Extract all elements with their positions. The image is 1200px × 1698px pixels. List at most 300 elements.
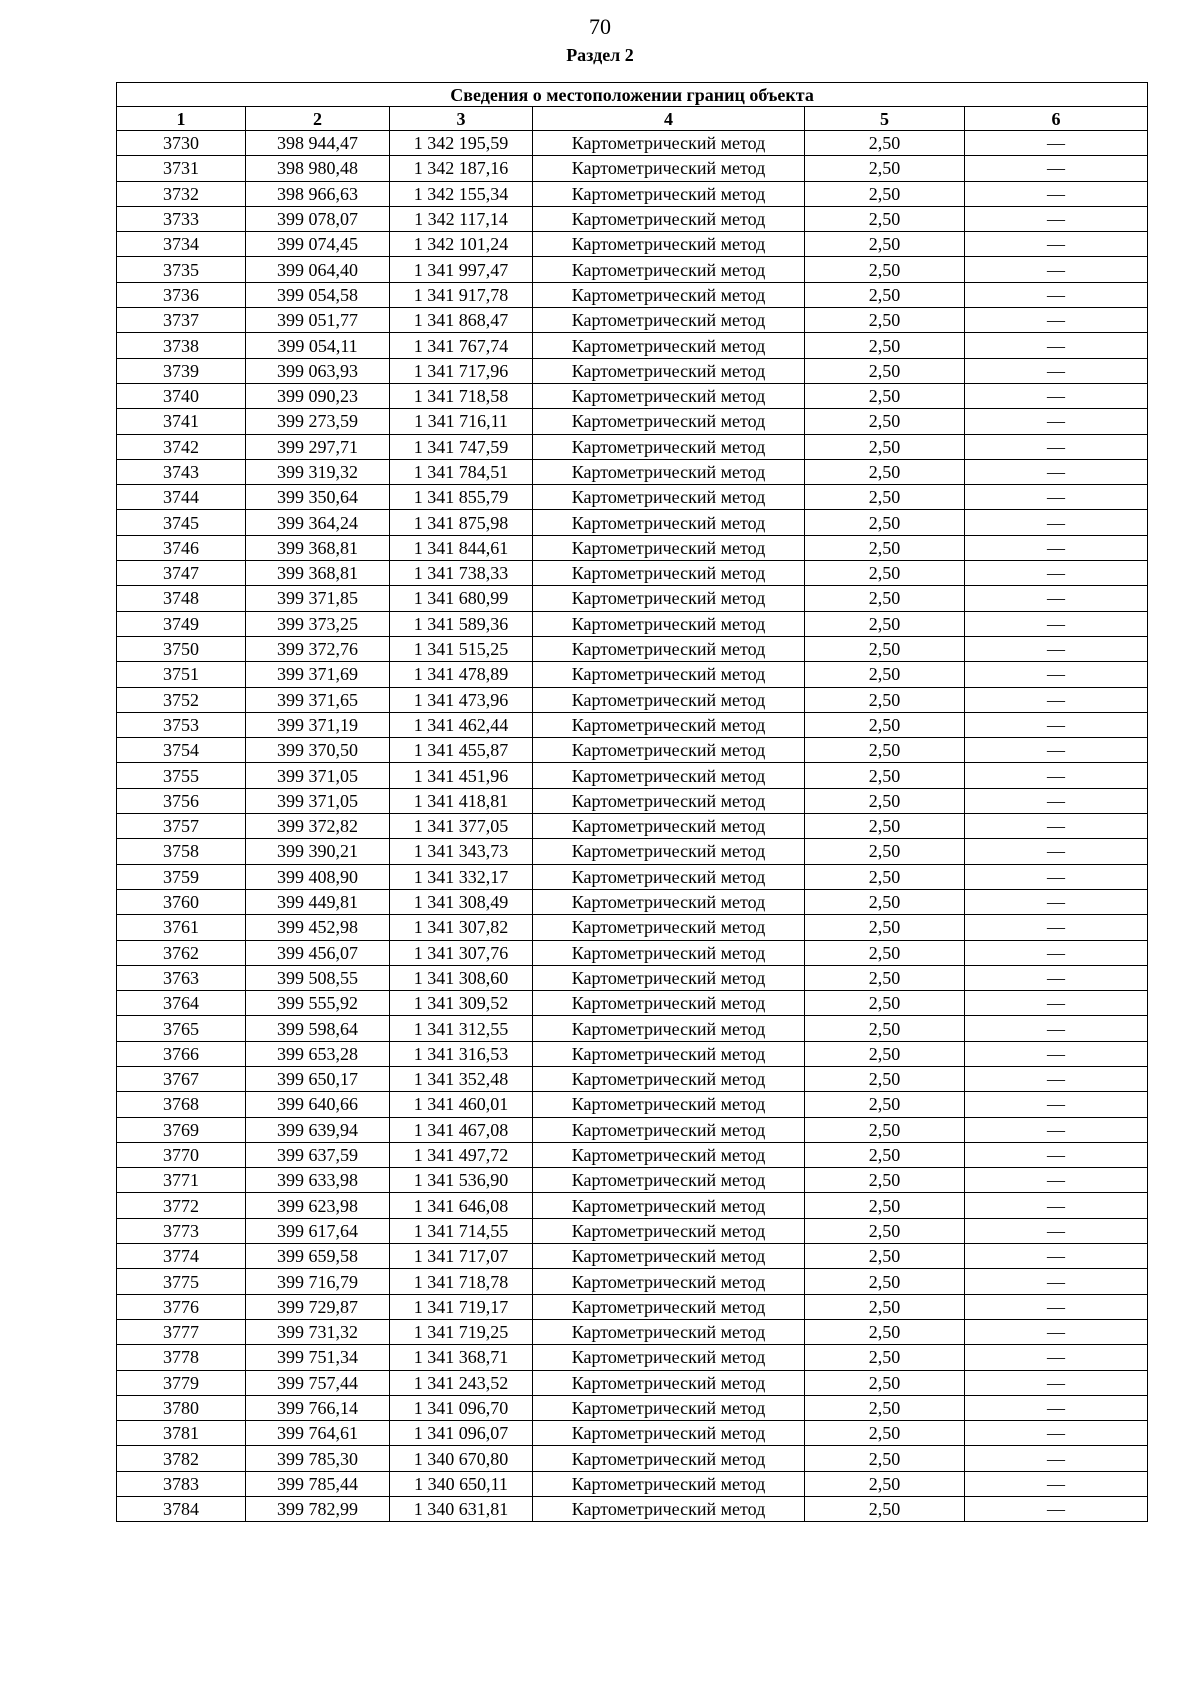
method-cell: Картометрический метод [533,1168,805,1193]
y-coordinate-cell: 1 341 646,08 [390,1193,533,1218]
method-cell: Картометрический метод [533,889,805,914]
note-cell: — [965,1497,1148,1522]
method-cell: Картометрический метод [533,965,805,990]
table-row [117,1168,1148,1193]
y-coordinate-cell: 1 341 467,08 [390,1117,533,1142]
y-coordinate-cell: 1 341 460,01 [390,1092,533,1117]
note-cell: — [965,965,1148,990]
x-coordinate-cell: 398 966,63 [246,181,390,206]
method-cell: Картометрический метод [533,940,805,965]
table-row [117,1446,1148,1471]
accuracy-cell: 2,50 [805,662,965,687]
point-number-cell: 3766 [117,1041,246,1066]
accuracy-cell: 2,50 [805,156,965,181]
accuracy-cell: 2,50 [805,206,965,231]
x-coordinate-cell: 399 623,98 [246,1193,390,1218]
method-cell: Картометрический метод [533,131,805,156]
method-cell: Картометрический метод [533,1218,805,1243]
y-coordinate-cell: 1 341 473,96 [390,687,533,712]
point-number-cell: 3751 [117,662,246,687]
method-cell: Картометрический метод [533,687,805,712]
accuracy-cell: 2,50 [805,1092,965,1117]
accuracy-cell: 2,50 [805,459,965,484]
accuracy-cell: 2,50 [805,1142,965,1167]
table-row [117,636,1148,661]
point-number-cell: 3738 [117,333,246,358]
accuracy-cell: 2,50 [805,1016,965,1041]
y-coordinate-cell: 1 341 451,96 [390,763,533,788]
accuracy-cell: 2,50 [805,131,965,156]
y-coordinate-cell: 1 341 997,47 [390,257,533,282]
method-cell: Картометрический метод [533,991,805,1016]
point-number-cell: 3735 [117,257,246,282]
method-cell: Картометрический метод [533,232,805,257]
method-cell: Картометрический метод [533,510,805,535]
table-row [117,1117,1148,1142]
table-row [117,940,1148,965]
y-coordinate-cell: 1 341 717,96 [390,358,533,383]
table-row [117,1244,1148,1269]
method-cell: Картометрический метод [533,1041,805,1066]
method-cell: Картометрический метод [533,1269,805,1294]
accuracy-cell: 2,50 [805,510,965,535]
y-coordinate-cell: 1 341 719,25 [390,1319,533,1344]
y-coordinate-cell: 1 341 343,73 [390,839,533,864]
note-cell: — [965,257,1148,282]
boundary-coordinates-table [116,82,1148,1522]
x-coordinate-cell: 399 637,59 [246,1142,390,1167]
table-row [117,586,1148,611]
x-coordinate-cell: 399 659,58 [246,1244,390,1269]
note-cell: — [965,611,1148,636]
y-coordinate-cell: 1 341 418,81 [390,788,533,813]
note-cell: — [965,1117,1148,1142]
accuracy-cell: 2,50 [805,889,965,914]
x-coordinate-cell: 399 370,50 [246,738,390,763]
point-number-cell: 3762 [117,940,246,965]
x-coordinate-cell: 399 350,64 [246,485,390,510]
y-coordinate-cell: 1 341 497,72 [390,1142,533,1167]
table-row [117,611,1148,636]
table-row [117,535,1148,560]
method-cell: Картометрический метод [533,712,805,737]
accuracy-cell: 2,50 [805,535,965,560]
accuracy-cell: 2,50 [805,1370,965,1395]
point-number-cell: 3742 [117,434,246,459]
accuracy-cell: 2,50 [805,333,965,358]
accuracy-cell: 2,50 [805,308,965,333]
point-number-cell: 3752 [117,687,246,712]
y-coordinate-cell: 1 342 187,16 [390,156,533,181]
table-row [117,561,1148,586]
accuracy-cell: 2,50 [805,763,965,788]
table-row [117,1041,1148,1066]
method-cell: Картометрический метод [533,1193,805,1218]
table-row [117,687,1148,712]
y-coordinate-cell: 1 341 719,17 [390,1294,533,1319]
note-cell: — [965,586,1148,611]
method-cell: Картометрический метод [533,383,805,408]
method-cell: Картометрический метод [533,839,805,864]
table-row [117,383,1148,408]
note-cell: — [965,1092,1148,1117]
x-coordinate-cell: 399 372,82 [246,814,390,839]
note-cell: — [965,1016,1148,1041]
table-row [117,1193,1148,1218]
accuracy-cell: 2,50 [805,1041,965,1066]
x-coordinate-cell: 399 764,61 [246,1421,390,1446]
y-coordinate-cell: 1 340 631,81 [390,1497,533,1522]
point-number-cell: 3757 [117,814,246,839]
accuracy-cell: 2,50 [805,687,965,712]
method-cell: Картометрический метод [533,611,805,636]
note-cell: — [965,434,1148,459]
y-coordinate-cell: 1 341 784,51 [390,459,533,484]
y-coordinate-cell: 1 341 096,70 [390,1395,533,1420]
point-number-cell: 3776 [117,1294,246,1319]
y-coordinate-cell: 1 341 844,61 [390,535,533,560]
accuracy-cell: 2,50 [805,636,965,661]
method-cell: Картометрический метод [533,1497,805,1522]
method-cell: Картометрический метод [533,662,805,687]
accuracy-cell: 2,50 [805,814,965,839]
accuracy-cell: 2,50 [805,1218,965,1243]
x-coordinate-cell: 399 449,81 [246,889,390,914]
y-coordinate-cell: 1 341 377,05 [390,814,533,839]
x-coordinate-cell: 399 078,07 [246,206,390,231]
point-number-cell: 3750 [117,636,246,661]
accuracy-cell: 2,50 [805,1497,965,1522]
table-row [117,788,1148,813]
table-row [117,232,1148,257]
y-coordinate-cell: 1 341 738,33 [390,561,533,586]
y-coordinate-cell: 1 341 875,98 [390,510,533,535]
note-cell: — [965,206,1148,231]
point-number-cell: 3772 [117,1193,246,1218]
note-cell: — [965,308,1148,333]
x-coordinate-cell: 399 371,69 [246,662,390,687]
note-cell: — [965,1294,1148,1319]
note-cell: — [965,814,1148,839]
point-number-cell: 3736 [117,282,246,307]
column-header-row [117,107,1148,131]
x-coordinate-cell: 399 371,85 [246,586,390,611]
y-coordinate-cell: 1 341 717,07 [390,1244,533,1269]
table-row [117,1421,1148,1446]
x-coordinate-cell: 399 371,05 [246,788,390,813]
point-number-cell: 3784 [117,1497,246,1522]
note-cell: — [965,1269,1148,1294]
x-coordinate-cell: 399 051,77 [246,308,390,333]
accuracy-cell: 2,50 [805,1066,965,1091]
note-cell: — [965,940,1148,965]
y-coordinate-cell: 1 341 243,52 [390,1370,533,1395]
method-cell: Картометрический метод [533,1066,805,1091]
table-row [117,662,1148,687]
table-row [117,1016,1148,1041]
x-coordinate-cell: 399 598,64 [246,1016,390,1041]
note-cell: — [965,839,1148,864]
table-row [117,712,1148,737]
accuracy-cell: 2,50 [805,712,965,737]
table-row [117,409,1148,434]
x-coordinate-cell: 399 074,45 [246,232,390,257]
method-cell: Картометрический метод [533,206,805,231]
note-cell: — [965,1244,1148,1269]
method-cell: Картометрический метод [533,333,805,358]
x-coordinate-cell: 399 054,11 [246,333,390,358]
column-header: 1 [117,107,246,131]
table-row [117,181,1148,206]
method-cell: Картометрический метод [533,763,805,788]
table-row [117,434,1148,459]
table-row [117,1066,1148,1091]
x-coordinate-cell: 399 617,64 [246,1218,390,1243]
note-cell: — [965,1421,1148,1446]
x-coordinate-cell: 399 372,76 [246,636,390,661]
x-coordinate-cell: 399 364,24 [246,510,390,535]
point-number-cell: 3783 [117,1471,246,1496]
x-coordinate-cell: 399 640,66 [246,1092,390,1117]
x-coordinate-cell: 399 639,94 [246,1117,390,1142]
note-cell: — [965,131,1148,156]
accuracy-cell: 2,50 [805,409,965,434]
accuracy-cell: 2,50 [805,1421,965,1446]
y-coordinate-cell: 1 341 368,71 [390,1345,533,1370]
x-coordinate-cell: 398 944,47 [246,131,390,156]
section-title: Раздел 2 [566,45,634,65]
table-row [117,1092,1148,1117]
note-cell: — [965,763,1148,788]
y-coordinate-cell: 1 341 868,47 [390,308,533,333]
x-coordinate-cell: 399 063,93 [246,358,390,383]
method-cell: Картометрический метод [533,1092,805,1117]
table-row [117,1294,1148,1319]
note-cell: — [965,1218,1148,1243]
method-cell: Картометрический метод [533,636,805,661]
table-row [117,1142,1148,1167]
accuracy-cell: 2,50 [805,358,965,383]
point-number-cell: 3761 [117,915,246,940]
method-cell: Картометрический метод [533,561,805,586]
y-coordinate-cell: 1 341 352,48 [390,1066,533,1091]
accuracy-cell: 2,50 [805,1193,965,1218]
x-coordinate-cell: 399 716,79 [246,1269,390,1294]
accuracy-cell: 2,50 [805,1471,965,1496]
method-cell: Картометрический метод [533,156,805,181]
accuracy-cell: 2,50 [805,1395,965,1420]
y-coordinate-cell: 1 341 312,55 [390,1016,533,1041]
point-number-cell: 3768 [117,1092,246,1117]
point-number-cell: 3754 [117,738,246,763]
method-cell: Картометрический метод [533,864,805,889]
table-row [117,282,1148,307]
table-row [117,1345,1148,1370]
table-row [117,1319,1148,1344]
accuracy-cell: 2,50 [805,1294,965,1319]
note-cell: — [965,1345,1148,1370]
y-coordinate-cell: 1 341 747,59 [390,434,533,459]
y-coordinate-cell: 1 341 455,87 [390,738,533,763]
table-row [117,485,1148,510]
note-cell: — [965,915,1148,940]
method-cell: Картометрический метод [533,1142,805,1167]
method-cell: Картометрический метод [533,1244,805,1269]
note-cell: — [965,1142,1148,1167]
method-cell: Картометрический метод [533,257,805,282]
point-number-cell: 3771 [117,1168,246,1193]
point-number-cell: 3732 [117,181,246,206]
method-cell: Картометрический метод [533,1294,805,1319]
table-row [117,738,1148,763]
y-coordinate-cell: 1 341 309,52 [390,991,533,1016]
note-cell: — [965,561,1148,586]
x-coordinate-cell: 399 751,34 [246,1345,390,1370]
accuracy-cell: 2,50 [805,383,965,408]
point-number-cell: 3741 [117,409,246,434]
x-coordinate-cell: 399 555,92 [246,991,390,1016]
y-coordinate-cell: 1 341 718,58 [390,383,533,408]
point-number-cell: 3778 [117,1345,246,1370]
y-coordinate-cell: 1 341 714,55 [390,1218,533,1243]
method-cell: Картометрический метод [533,282,805,307]
note-cell: — [965,409,1148,434]
table-row [117,864,1148,889]
column-header: 6 [965,107,1148,131]
note-cell: — [965,1446,1148,1471]
note-cell: — [965,232,1148,257]
y-coordinate-cell: 1 341 589,36 [390,611,533,636]
x-coordinate-cell: 399 508,55 [246,965,390,990]
point-number-cell: 3755 [117,763,246,788]
y-coordinate-cell: 1 341 536,90 [390,1168,533,1193]
note-cell: — [965,712,1148,737]
table-row [117,1471,1148,1496]
accuracy-cell: 2,50 [805,1269,965,1294]
method-cell: Картометрический метод [533,1395,805,1420]
note-cell: — [965,1041,1148,1066]
method-cell: Картометрический метод [533,308,805,333]
y-coordinate-cell: 1 342 195,59 [390,131,533,156]
method-cell: Картометрический метод [533,535,805,560]
note-cell: — [965,636,1148,661]
point-number-cell: 3760 [117,889,246,914]
table-row [117,839,1148,864]
method-cell: Картометрический метод [533,1370,805,1395]
point-number-cell: 3767 [117,1066,246,1091]
table-row [117,1497,1148,1522]
table-title-row [117,83,1148,107]
note-cell: — [965,1319,1148,1344]
table-row [117,915,1148,940]
y-coordinate-cell: 1 341 308,49 [390,889,533,914]
method-cell: Картометрический метод [533,181,805,206]
accuracy-cell: 2,50 [805,991,965,1016]
point-number-cell: 3734 [117,232,246,257]
note-cell: — [965,889,1148,914]
accuracy-cell: 2,50 [805,1117,965,1142]
accuracy-cell: 2,50 [805,1446,965,1471]
y-coordinate-cell: 1 341 917,78 [390,282,533,307]
x-coordinate-cell: 399 297,71 [246,434,390,459]
table-row [117,257,1148,282]
accuracy-cell: 2,50 [805,434,965,459]
point-number-cell: 3733 [117,206,246,231]
x-coordinate-cell: 399 373,25 [246,611,390,636]
note-cell: — [965,662,1148,687]
note-cell: — [965,788,1148,813]
x-coordinate-cell: 399 273,59 [246,409,390,434]
method-cell: Картометрический метод [533,1117,805,1142]
x-coordinate-cell: 399 319,32 [246,459,390,484]
page-number: 70 [589,14,611,39]
point-number-cell: 3747 [117,561,246,586]
point-number-cell: 3759 [117,864,246,889]
y-coordinate-cell: 1 342 155,34 [390,181,533,206]
y-coordinate-cell: 1 341 478,89 [390,662,533,687]
y-coordinate-cell: 1 341 308,60 [390,965,533,990]
table-row [117,965,1148,990]
y-coordinate-cell: 1 341 462,44 [390,712,533,737]
x-coordinate-cell: 399 090,23 [246,383,390,408]
x-coordinate-cell: 399 371,19 [246,712,390,737]
y-coordinate-cell: 1 341 307,82 [390,915,533,940]
table-row [117,763,1148,788]
note-cell: — [965,459,1148,484]
point-number-cell: 3744 [117,485,246,510]
table-row [117,1370,1148,1395]
method-cell: Картометрический метод [533,485,805,510]
table-row [117,333,1148,358]
note-cell: — [965,181,1148,206]
note-cell: — [965,535,1148,560]
method-cell: Картометрический метод [533,738,805,763]
method-cell: Картометрический метод [533,586,805,611]
point-number-cell: 3763 [117,965,246,990]
note-cell: — [965,1066,1148,1091]
table-row [117,991,1148,1016]
accuracy-cell: 2,50 [805,1345,965,1370]
method-cell: Картометрический метод [533,814,805,839]
point-number-cell: 3753 [117,712,246,737]
note-cell: — [965,485,1148,510]
point-number-cell: 3749 [117,611,246,636]
y-coordinate-cell: 1 341 096,07 [390,1421,533,1446]
x-coordinate-cell: 399 368,81 [246,561,390,586]
method-cell: Картометрический метод [533,1319,805,1344]
method-cell: Картометрический метод [533,1471,805,1496]
column-header: 5 [805,107,965,131]
accuracy-cell: 2,50 [805,915,965,940]
x-coordinate-cell: 399 785,44 [246,1471,390,1496]
y-coordinate-cell: 1 340 650,11 [390,1471,533,1496]
column-header: 2 [246,107,390,131]
y-coordinate-cell: 1 341 767,74 [390,333,533,358]
point-number-cell: 3743 [117,459,246,484]
x-coordinate-cell: 399 633,98 [246,1168,390,1193]
table-row [117,510,1148,535]
y-coordinate-cell: 1 341 716,11 [390,409,533,434]
table-row [117,358,1148,383]
point-number-cell: 3775 [117,1269,246,1294]
table-row [117,889,1148,914]
method-cell: Картометрический метод [533,434,805,459]
table-row [117,156,1148,181]
accuracy-cell: 2,50 [805,1319,965,1344]
point-number-cell: 3773 [117,1218,246,1243]
x-coordinate-cell: 399 408,90 [246,864,390,889]
point-number-cell: 3774 [117,1244,246,1269]
